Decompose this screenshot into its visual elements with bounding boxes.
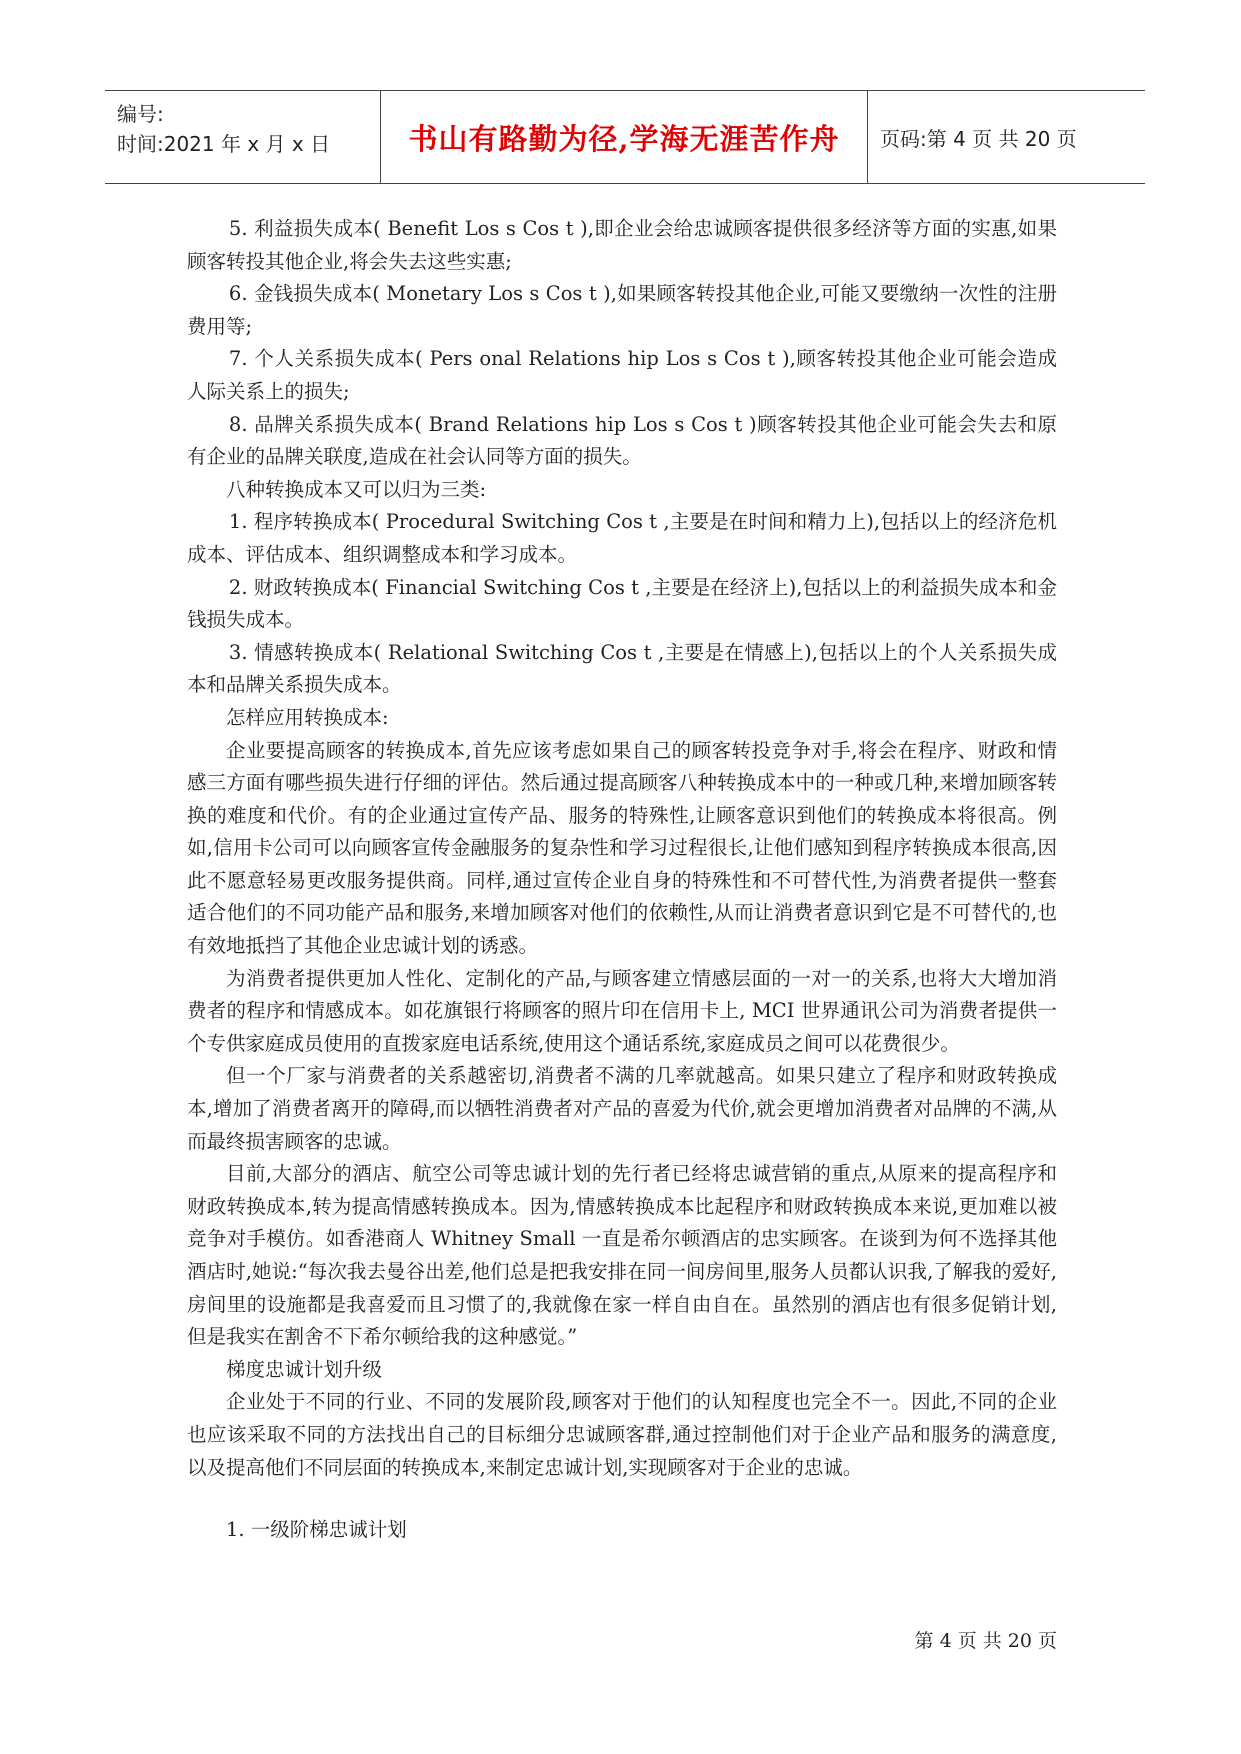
- paragraph-raise-switching-cost: 企业要提高顾客的转换成本,首先应该考虑如果自己的顾客转投竞争对手,将会在程序、财政和情感三方面有哪些损失进行仔细的评估。然后通过提高顾客八种转换成本中的一种或几种,来增加顾客转换的难度和代价。有的企业通过宣传产品、服务的特殊性,让顾客意识到他们的转换成本将很高。例如,信用卡公司可以向顾客宣传金融服务的复杂性和学习过程很长,让他们感知到程序转换成本很高,因此不愿意轻易更改服务提供商。同样,通过宣传企业自身的特殊性和不可替代性,为消费者提供一整套适合他们的不同功能产品和服务,来增加顾客对他们的依赖性,从而让消费者意识到它是不可替代的,也有效地抵挡了其他企业忠诚计划的诱惑。: [187, 738, 1057, 958]
- paragraph-benefit-loss-cost: 5. 利益损失成本( Benefit Los s Cos t ),即企业会给忠诚顾客提供很多经济等方面的实惠,如果顾客转投其他企业,将会失去这些实惠;: [187, 217, 1057, 273]
- page-footer: 第 4 页 共 20 页: [914, 1630, 1057, 1652]
- section-heading-apply-switching-cost: 怎样应用转换成本:: [226, 705, 389, 729]
- header-page-info-cell: [868, 91, 1077, 183]
- paragraph-financial-switching-cost: 2. 财政转换成本( Financial Switching Cos t ,主要是在经济上),包括以上的利益损失成本和金钱损失成本。: [187, 575, 1057, 632]
- serial-label: 编号:: [117, 102, 164, 126]
- paragraph-procedural-switching-cost: 1. 程序转换成本( Procedural Switching Cos t ,主要是在时间和精力上),包括以上的经济危机成本、评估成本、组织调整成本和学习成本。: [187, 510, 1057, 566]
- header-motto: 书山有路勤为径,学海无涯苦作舟: [408, 121, 840, 156]
- paragraph-three-categories: 八种转换成本又可以归为三类:: [226, 477, 487, 501]
- paragraph-different-stages: 企业处于不同的行业、不同的发展阶段,顾客对于他们的认知程度也完全不一。因此,不同的企业也应该采取不同的方法找出自己的目标细分忠诚顾客群,通过控制他们对于企业产品和服务的满意度,以及提高他们不同层面的转换成本,来制定忠诚计划,实现顾客对于企业的忠诚。: [187, 1390, 1057, 1479]
- paragraph-monetary-loss-cost: 6. 金钱损失成本( Monetary Los s Cos t ),如果顾客转投其他企业,可能又要缴纳一次性的注册费用等;: [187, 282, 1057, 338]
- page-header: [105, 90, 1145, 184]
- header-page-info: 页码:第 4 页 共 20 页: [880, 126, 1077, 151]
- header-meta: [105, 75, 380, 183]
- paragraph-brand-relationship-cost: 8. 品牌关系损失成本( Brand Relations hip Los s Cos t )顾客转投其他企业可能会失去和原有企业的品牌关联度,造成在社会认同等方面的损失。: [187, 412, 1057, 469]
- spacer: [187, 1484, 1057, 1514]
- time-label: 时间:2021 年 x 月 x 日: [117, 132, 331, 156]
- header-motto-cell: [380, 91, 868, 183]
- paragraph-relational-switching-cost: 3. 情感转换成本( Relational Switching Cos t ,主要是在情感上),包括以上的个人关系损失成本和品牌关系损失成本。: [187, 640, 1057, 697]
- section-heading-tiered-loyalty: 梯度忠诚计划升级: [226, 1357, 383, 1381]
- document-body: [187, 213, 1057, 1547]
- list-heading-level-one-plan: 1. 一级阶梯忠诚计划: [226, 1518, 407, 1542]
- paragraph-personal-relationship-cost: 7. 个人关系损失成本( Pers onal Relations hip Los s Cos t ),顾客转投其他企业可能会造成人际关系上的损失;: [187, 347, 1057, 403]
- paragraph-personalized-products: 为消费者提供更加人性化、定制化的产品,与顾客建立情感层面的一对一的关系,也将大大增加消费者的程序和情感成本。如花旗银行将顾客的照片印在信用卡上, MCI 世界通讯公司为消费者提供一个专供家庭成员使用的直拨家庭电话系统,使用这个通话系统,家庭成员之间可以花费很少。: [187, 966, 1057, 1055]
- paragraph-close-relationship-risk: 但一个厂家与消费者的关系越密切,消费者不满的几率就越高。如果只建立了程序和财政转换成本,增加了消费者离开的障碍,而以牺牲消费者对产品的喜爱为代价,就会更增加消费者对品牌的不满,从而最终损害顾客的忠诚。: [187, 1064, 1057, 1153]
- paragraph-emotional-switching-cost: 目前,大部分的酒店、航空公司等忠诚计划的先行者已经将忠诚营销的重点,从原来的提高程序和财政转换成本,转为提高情感转换成本。因为,情感转换成本比起程序和财政转换成本来说,更加难以被竞争对手模仿。如香港商人 Whitney Small 一直是希尔顿酒店的忠实顾客。在谈到为何不选择其他酒店时,她说:“每次我去曼谷出差,他们总是把我安排在同一间房间里,服务人员都认识我,了解我的爱好,房间里的设施都是我喜爱而且习惯了的,我就像在家一样自由自在。虽然别的酒店也有很多促销计划,但是我实在割舍不下希尔顿给我的这种感觉。”: [187, 1162, 1057, 1349]
